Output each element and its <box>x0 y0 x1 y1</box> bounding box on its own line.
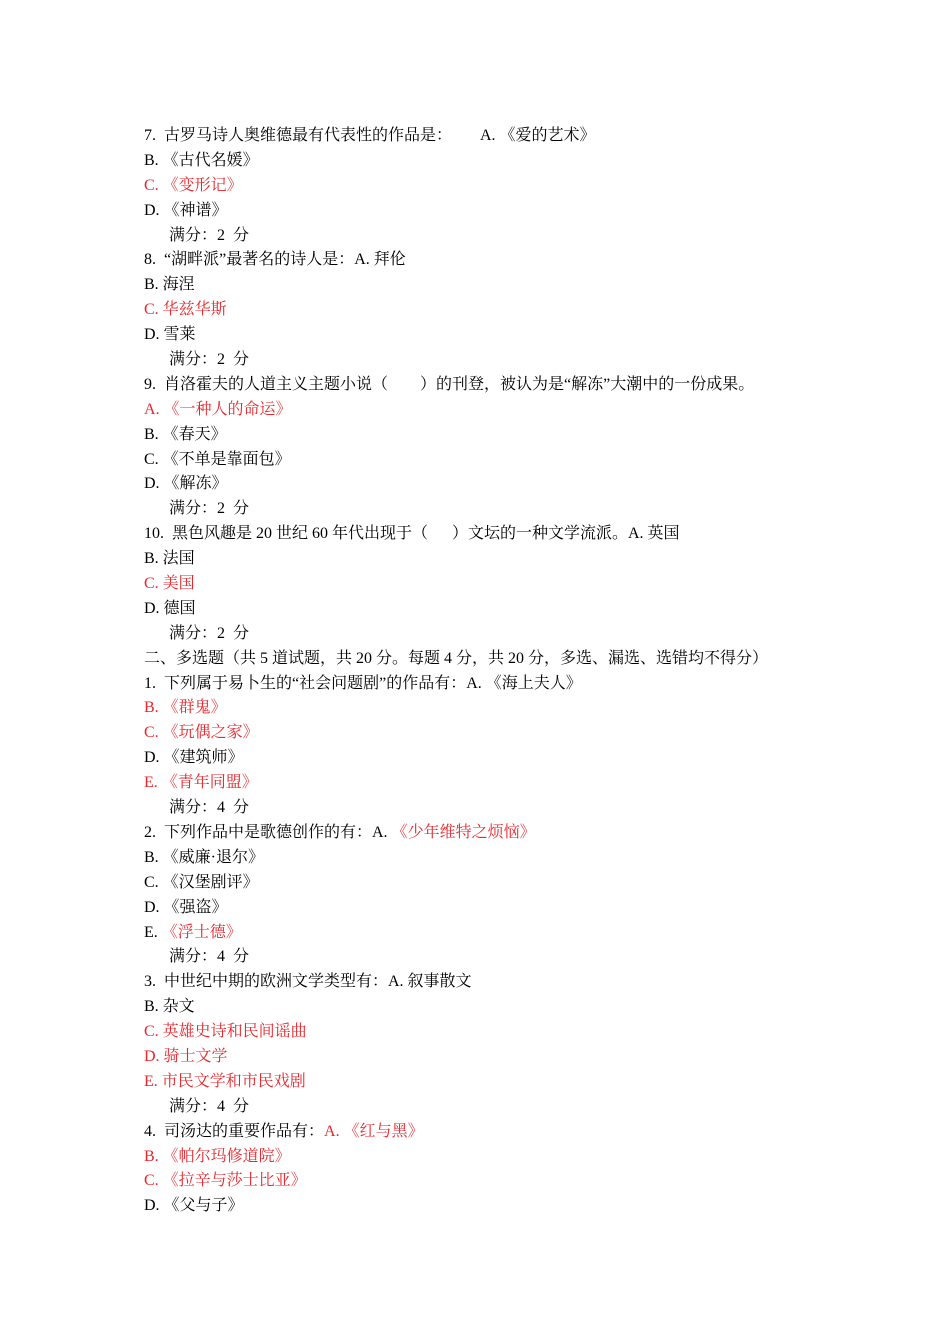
text-line <box>144 721 844 746</box>
text-line <box>144 373 844 398</box>
line-text: D. 德国 <box>144 599 196 617</box>
text-line <box>144 174 844 199</box>
text-line <box>144 248 844 273</box>
text-line <box>144 522 844 547</box>
document-body <box>144 124 844 1219</box>
text-line <box>144 672 844 697</box>
text-line <box>144 323 844 348</box>
text-line <box>144 821 844 846</box>
line-text: E. <box>144 923 162 941</box>
text-line <box>144 1120 844 1145</box>
correct-answer-text: C. 美国 <box>144 575 195 593</box>
text-line <box>144 995 844 1020</box>
line-text: B. 《春天》 <box>144 425 227 443</box>
line-text: 满分：4 分 <box>169 799 250 817</box>
text-line <box>144 572 844 597</box>
correct-answer-text: A. 《红与黑》 <box>324 1122 424 1140</box>
correct-answer-text: D. 骑士文学 <box>144 1047 228 1065</box>
line-text: B. 法国 <box>144 550 195 568</box>
text-line <box>144 547 844 572</box>
line-text: D. 《父与子》 <box>144 1197 244 1215</box>
correct-answer-text: C. 英雄史诗和民间谣曲 <box>144 1023 307 1041</box>
correct-answer-text: 《浮士德》 <box>161 923 242 941</box>
correct-answer-text: C. 《玩偶之家》 <box>144 724 259 742</box>
line-text: 2. 下列作品中是歌德创作的有：A. <box>144 823 392 841</box>
text-line <box>144 1045 844 1070</box>
score-line <box>144 497 844 522</box>
text-line <box>144 199 844 224</box>
line-text: D. 《强盗》 <box>144 898 228 916</box>
line-text: 满分：2 分 <box>169 351 250 369</box>
text-line <box>144 1070 844 1095</box>
text-line <box>144 149 844 174</box>
line-text: 二、多选题（共 5 道试题，共 20 分。每题 4 分，共 20 分，多选、漏选、选错均不得分） <box>144 649 769 667</box>
text-line <box>144 970 844 995</box>
line-text: 3. 中世纪中期的欧洲文学类型有：A. 叙事散文 <box>144 973 472 991</box>
score-line <box>144 224 844 249</box>
line-text: D. 《建筑师》 <box>144 749 244 767</box>
text-line <box>144 423 844 448</box>
text-line <box>144 273 844 298</box>
line-text: B. 《古代名媛》 <box>144 151 259 169</box>
correct-answer-text: 《少年维特之烦恼》 <box>391 823 536 841</box>
text-line <box>144 1020 844 1045</box>
line-text: D. 雪莱 <box>144 326 196 344</box>
line-text: 8. “湖畔派”最著名的诗人是：A. 拜伦 <box>144 251 406 269</box>
correct-answer-text: A. 《一种人的命运》 <box>144 400 292 418</box>
line-text: 4. 司汤达的重要作品有： <box>144 1122 325 1140</box>
line-text: 10. 黑色风趣是 20 世纪 60 年代出现于（ ）文坛的一种文学流派。A. 英国 <box>144 525 680 543</box>
text-line <box>144 1169 844 1194</box>
line-text: B. 海涅 <box>144 276 195 294</box>
score-line <box>144 1095 844 1120</box>
correct-answer-text: B. 《帕尔玛修道院》 <box>144 1147 291 1165</box>
text-line <box>144 771 844 796</box>
text-line <box>144 124 844 149</box>
line-text: 满分：2 分 <box>169 624 250 642</box>
text-line <box>144 647 844 672</box>
text-line <box>144 696 844 721</box>
line-text: B. 《威廉·退尔》 <box>144 848 265 866</box>
text-line <box>144 921 844 946</box>
correct-answer-text: B. 《群鬼》 <box>144 699 227 717</box>
line-text: 1. 下列属于易卜生的“社会问题剧”的作品有：A. 《海上夫人》 <box>144 674 582 692</box>
correct-answer-text: C. 华兹华斯 <box>144 301 227 319</box>
score-line <box>144 796 844 821</box>
correct-answer-text: C. 《拉辛与莎士比亚》 <box>144 1172 307 1190</box>
text-line <box>144 472 844 497</box>
correct-answer-text: E. 市民文学和市民戏剧 <box>144 1072 306 1090</box>
text-line <box>144 398 844 423</box>
line-text: D. 《解冻》 <box>144 475 228 493</box>
line-text: 满分：4 分 <box>169 948 250 966</box>
text-line <box>144 1194 844 1219</box>
text-line <box>144 846 844 871</box>
line-text: 9. 肖洛霍夫的人道主义主题小说（ ）的刊登，被认为是“解冻”大潮中的一份成果。 <box>144 375 755 393</box>
correct-answer-text: E. 《青年同盟》 <box>144 774 258 792</box>
text-line <box>144 871 844 896</box>
score-line <box>144 348 844 373</box>
text-line <box>144 746 844 771</box>
text-line <box>144 1145 844 1170</box>
line-text: C. 《不单是靠面包》 <box>144 450 291 468</box>
text-line <box>144 448 844 473</box>
text-line <box>144 298 844 323</box>
line-text: C. 《汉堡剧评》 <box>144 873 259 891</box>
line-text: 满分：2 分 <box>169 500 250 518</box>
text-line <box>144 597 844 622</box>
correct-answer-text: C. 《变形记》 <box>144 176 243 194</box>
line-text: 满分：2 分 <box>169 226 250 244</box>
line-text: 7. 古罗马诗人奥维德最有代表性的作品是： A. 《爱的艺术》 <box>144 127 596 144</box>
score-line <box>144 622 844 647</box>
line-text: 满分：4 分 <box>169 1097 250 1115</box>
text-line <box>144 896 844 921</box>
score-line <box>144 945 844 970</box>
line-text: D. 《神谱》 <box>144 201 228 219</box>
line-text: B. 杂文 <box>144 998 195 1016</box>
